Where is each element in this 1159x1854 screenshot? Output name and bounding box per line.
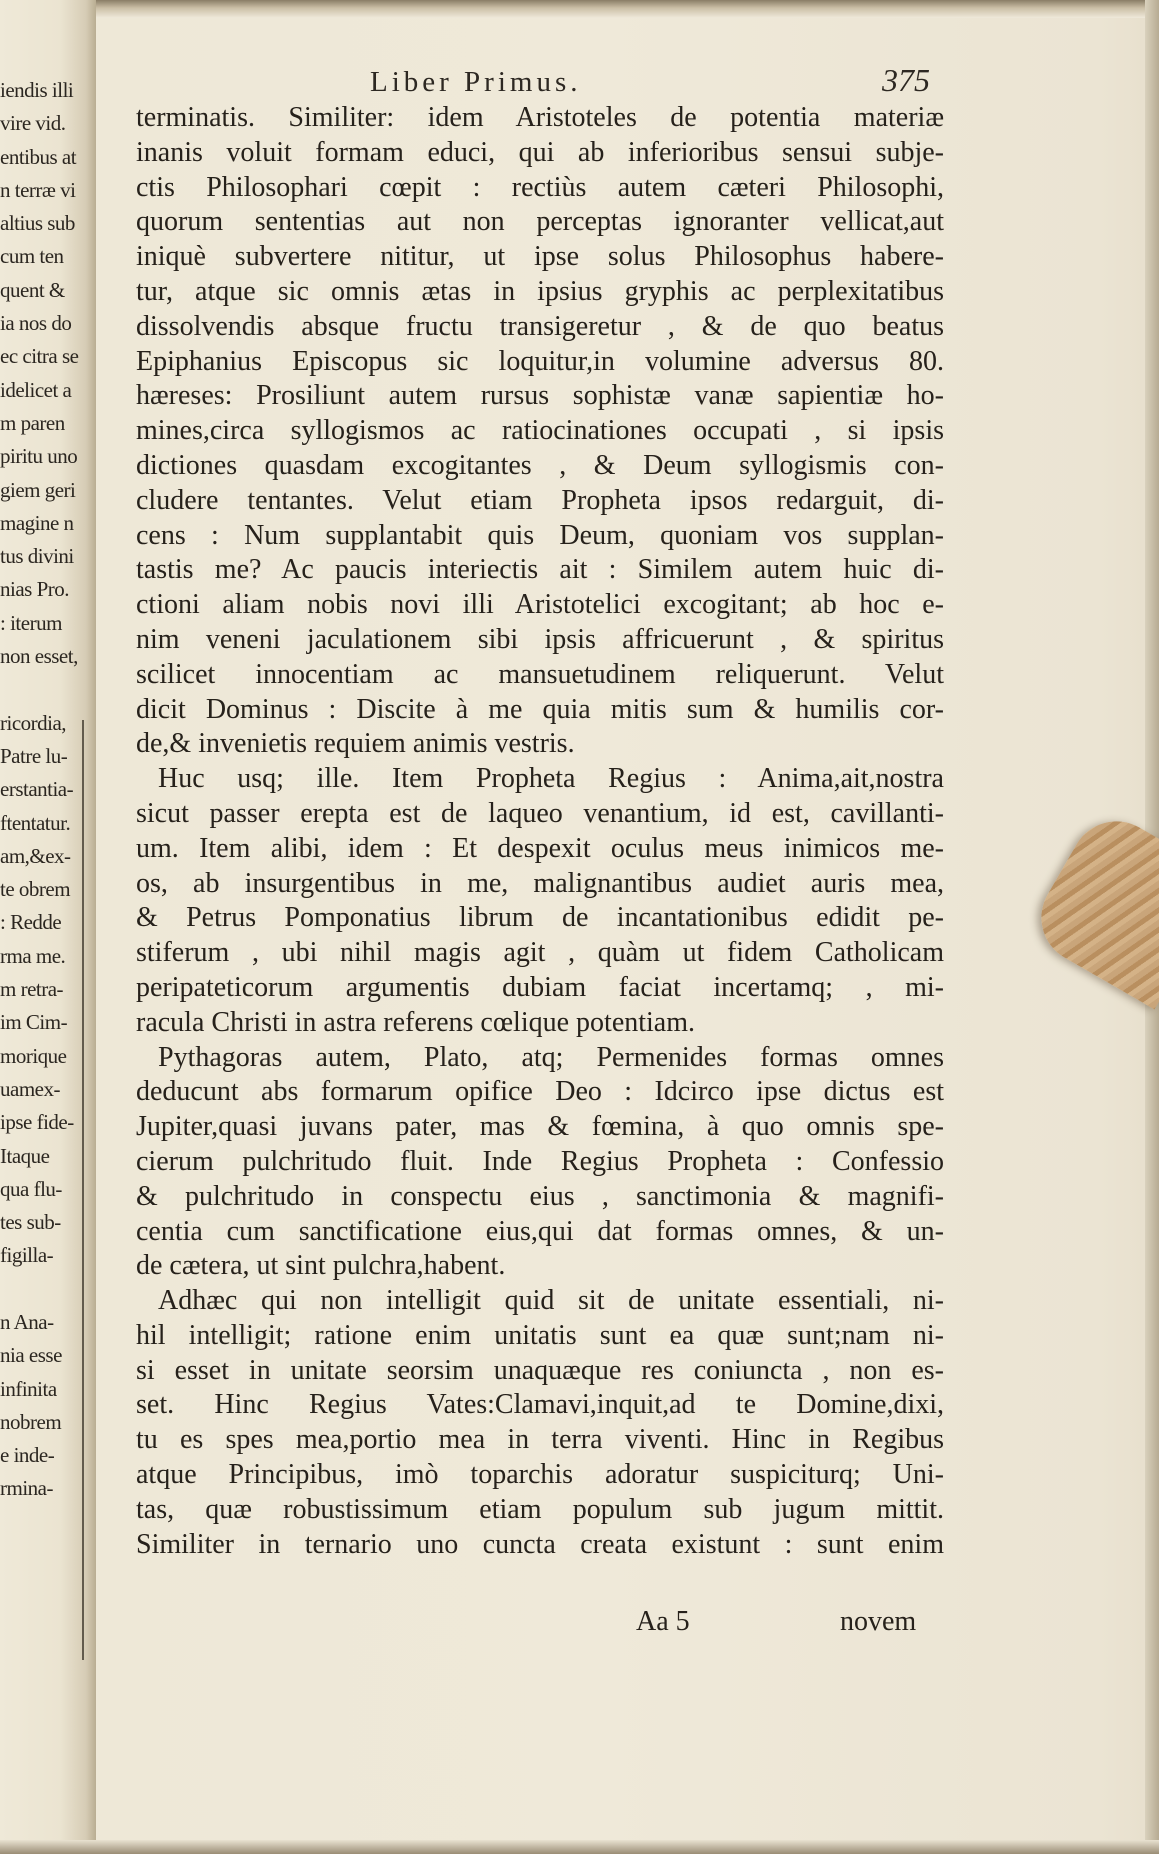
facing-page-line: giem geri (0, 477, 76, 502)
facing-page-line: m retra- (0, 977, 64, 1002)
text-line: tur, atque sic omnis ætas in ipsius gryphis ac perplexitatibus (136, 275, 944, 307)
facing-page-line: piritu uno (0, 444, 78, 469)
facing-page-line: nias Pro. (0, 577, 69, 602)
text-line: hæreses: Prosiliunt autem rursus sophistæ vanæ sapientiæ ho- (136, 380, 944, 412)
text-line: Huc usq; ille. Item Propheta Regius : Anima,ait,nostra (158, 763, 944, 795)
facing-page-line: e inde- (0, 1443, 55, 1468)
facing-page-line: te obrem (0, 877, 71, 902)
text-line: cierum pulchritudo fluit. Inde Regius Propheta : Confessio (136, 1145, 944, 1177)
text-line: dissolvendis absque fructu transigeretur , & de quo beatus (136, 310, 944, 342)
text-line: tastis me? Ac paucis interiectis ait : Similem autem huic di- (136, 554, 944, 586)
facing-page-line: quent & (0, 277, 65, 302)
text-line: ctioni aliam nobis novi illi Aristotelici excogitant; ab hoc e- (136, 589, 944, 621)
page-number: 375 (882, 62, 930, 98)
facing-page-line: nia esse (0, 1343, 62, 1368)
facing-page-line: n terræ vi (0, 177, 76, 202)
facing-page-line: m paren (0, 410, 65, 435)
text-line: tu es spes mea,portio mea in terra viventi. Hinc in Regibus (136, 1424, 944, 1456)
text-line: Adhæc qui non intelligit quid sit de unitate essentiali, ni- (158, 1285, 944, 1317)
facing-page-line: idelicet a (0, 377, 72, 402)
facing-page-line: rmina- (0, 1476, 53, 1501)
text-line: cludere tentantes. Velut etiam Propheta ipsos redarguit, di- (136, 484, 944, 516)
facing-page-line: altius sub (0, 211, 75, 236)
text-line: Pythagoras autem, Plato, atq; Permenides formas omnes (158, 1041, 944, 1073)
text-line: nim veneni jaculationem sibi ipsis affricuerunt , & spiritus (136, 623, 944, 655)
text-line: inanis voluit formam educi, qui ab inferioribus sensui subje- (136, 136, 944, 168)
text-line: Epiphanius Episcopus sic loquitur,in volumine adversus 80. (136, 345, 944, 377)
text-line: hil intelligit; ratione enim unitatis sunt ea quæ sunt;nam ni- (136, 1319, 944, 1351)
facing-page-line: ftentatur. (0, 810, 71, 835)
facing-page-line: qua flu- (0, 1176, 62, 1201)
facing-page-line (0, 673, 80, 706)
text-line: centia cum sanctificatione eius,qui dat formas omnes, & un- (136, 1215, 944, 1247)
facing-page-line: erstantia- (0, 777, 74, 802)
facing-page-line: vire vid. (0, 111, 66, 136)
facing-page-line: cum ten (0, 244, 64, 269)
page-top-edge (0, 0, 1159, 18)
text-line: um. Item alibi, idem : Et despexit oculus meus inimicos me- (136, 832, 944, 864)
facing-page-line: am,&ex- (0, 843, 71, 868)
facing-page-line: tus divini (0, 544, 74, 569)
facing-page-line: n Ana- (0, 1309, 54, 1334)
facing-page-line: uamex- (0, 1076, 60, 1101)
main-text-block (136, 101, 944, 1562)
facing-page-line: ricordia, (0, 710, 67, 735)
facing-page-line: im Cim- (0, 1010, 68, 1035)
text-line: cens : Num supplantabit quis Deum, quoniam vos supplan- (136, 519, 944, 551)
text-line: dictiones quasdam excogitantes , & Deum syllogismis con- (136, 449, 944, 481)
facing-page-line: Patre lu- (0, 743, 68, 768)
text-line: dicit Dominus : Discite à me quia mitis sum & humilis cor- (136, 693, 944, 725)
text-line: terminatis. Similiter: idem Aristoteles de potentia materiæ (136, 102, 944, 133)
facing-page-line: ec citra se (0, 344, 79, 369)
text-line: peripateticorum argumentis dubiam faciat incertamq; , mi- (136, 971, 944, 1003)
page-bottom-edge (0, 1840, 1159, 1854)
text-line: quorum sententias aut non perceptas ignoranter vellicat,aut (136, 206, 944, 238)
text-line: Jupiter,quasi juvans pater, mas & fœmina, à quo omnis spe- (136, 1111, 944, 1143)
facing-page-line: entibus at (0, 144, 77, 169)
facing-page-line (0, 1273, 80, 1306)
facing-page-line: nobrem (0, 1409, 62, 1434)
text-line: racula Christi in astra referens cœlique potentiam. (136, 1006, 696, 1038)
text-line: mines,circa syllogismos ac ratiocinationes occupati , si ipsis (136, 415, 944, 447)
facing-page-line: rma me. (0, 943, 66, 968)
text-line: tas, quæ robustissimum etiam populum sub jugum mittit. (136, 1493, 944, 1525)
facing-page-line: Itaque (0, 1143, 50, 1168)
facing-page-line: morique (0, 1043, 67, 1068)
text-line: ctis Philosophari cœpit : rectiùs autem cæteri Philosophi, (136, 171, 944, 203)
facing-page-text-fragments (0, 74, 80, 1506)
text-line: stiferum , ubi nihil magis agit , quàm ut fidem Catholicam (136, 937, 944, 969)
text-line: iniquè subvertere nititur, ut ipse solus Philosophus habere- (136, 241, 944, 273)
text-line: Similiter in ternario uno cuncta creata existunt : sunt enim (136, 1528, 944, 1560)
signature-mark: Aa 5 (636, 1606, 690, 1637)
facing-page-line: tes sub- (0, 1210, 61, 1235)
text-line: & Petrus Pomponatius librum de incantationibus edidit pe- (136, 902, 944, 934)
text-line: set. Hinc Regius Vates:Clamavi,inquit,ad te Domine,dixi, (136, 1389, 944, 1421)
facing-page-line: : Redde (0, 910, 62, 935)
facing-page-line: ipse fide- (0, 1110, 74, 1135)
facing-page-margin (0, 0, 96, 1854)
text-line: si esset in unitate seorsim unaquæque res coniuncta , non es- (136, 1354, 944, 1386)
text-line: sicut passer erepta est de laqueo venantium, id est, cavillanti- (136, 797, 944, 829)
text-line: scilicet innocentiam ac mansuetudinem reliquerunt. Velut (136, 658, 944, 690)
running-head: Liber Primus. (370, 66, 582, 98)
text-line: deducunt abs formarum opifice Deo : Idcirco ipse dictus est (136, 1076, 944, 1108)
text-line: & pulchritudo in conspectu eius , sanctimonia & magnifi- (136, 1180, 944, 1212)
text-line: atque Principibus, imò toparchis adoratur suspiciturq; Uni- (136, 1459, 944, 1491)
facing-page-line: : iterum (0, 610, 62, 635)
facing-page-line: infinita (0, 1376, 57, 1401)
facing-page-line: iendis illi (0, 78, 74, 102)
gutter-rule (82, 720, 84, 1660)
text-line: de cætera, ut sint pulchra,habent. (136, 1250, 506, 1282)
catchword: novem (840, 1606, 917, 1637)
text-line: os, ab insurgentibus in me, malignantibus audiet auris mea, (136, 867, 944, 899)
facing-page-line: non esset, (0, 644, 78, 669)
text-line: de,& invenietis requiem animis vestris. (136, 728, 575, 760)
facing-page-line: ia nos do (0, 311, 72, 336)
facing-page-line: magine n (0, 510, 74, 535)
facing-page-line: figilla- (0, 1243, 54, 1268)
